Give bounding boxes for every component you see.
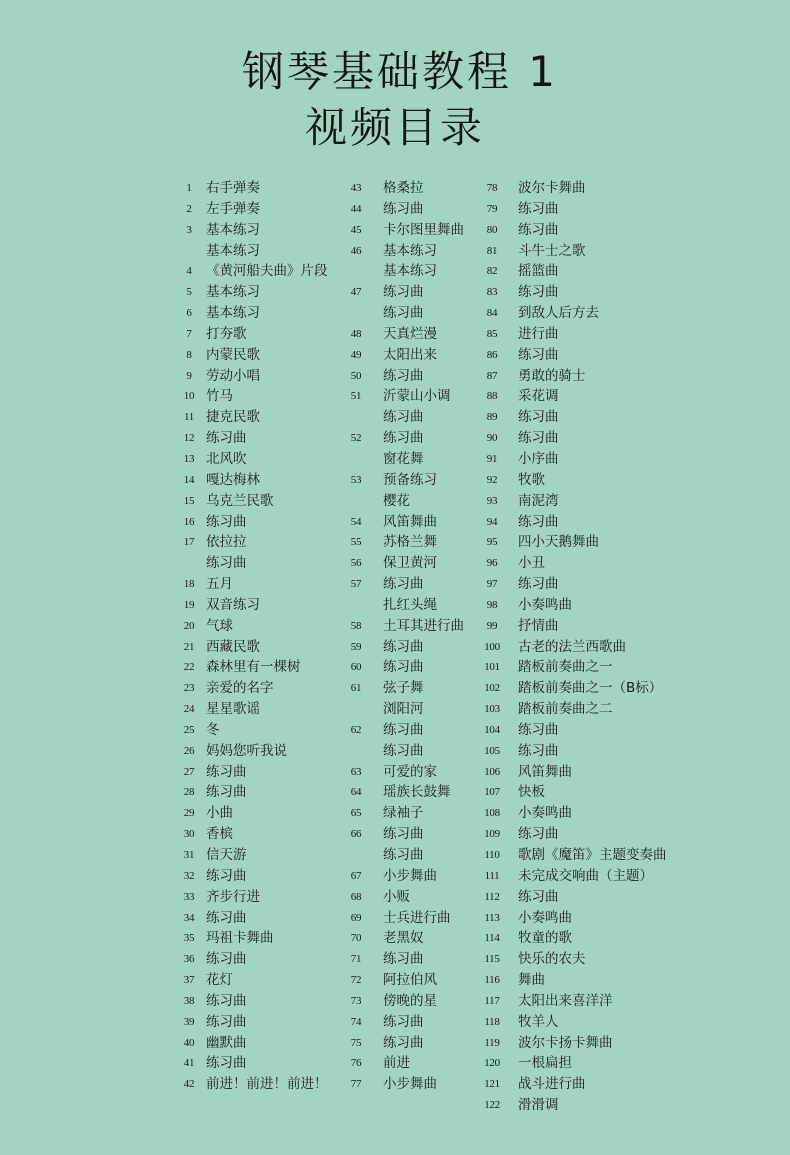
track-title: 练习曲 [518,826,559,843]
track-number: 36 [183,953,195,966]
track-title: 练习曲 [518,513,559,530]
track-title: 练习曲 [518,200,559,217]
track-number: 35 [183,932,195,945]
track-title: 基本练习 [383,263,437,280]
track-number: 105 [484,744,500,757]
track-title: 绿袖子 [383,805,424,822]
track-title: 练习曲 [383,1013,424,1030]
track-number: 101 [484,661,500,674]
track-title: 练习曲 [518,742,559,759]
track-number: 34 [183,911,195,924]
track-number: 2 [186,202,192,215]
track-title: 练习曲 [383,742,424,759]
track-title: 小贩 [383,888,410,905]
track-number: 11 [184,411,194,424]
track-title: 土耳其进行曲 [383,617,464,634]
track-number: 121 [484,1078,500,1091]
track-title: 一根扁担 [518,1055,572,1072]
track-number: 31 [183,849,195,861]
track-number: 42 [183,1078,195,1091]
track-title: 战斗进行曲 [518,1076,586,1093]
track-title: 妈妈您听我说 [206,742,287,759]
track-title: 扎红头绳 [383,596,437,613]
track-title: 香槟 [206,826,233,843]
track-number: 65 [350,807,362,820]
track-title: 小奏鸣曲 [518,909,572,926]
track-number: 60 [350,661,362,674]
track-number: 70 [350,932,362,945]
track-title: 练习曲 [383,847,424,863]
track-title: 练习曲 [383,721,424,738]
track-number: 99 [486,619,498,632]
track-number: 114 [484,932,500,945]
track-title: 竹马 [206,388,233,405]
track-title: 练习曲 [383,200,424,217]
track-number: 94 [486,515,498,528]
track-title: 进行曲 [518,325,559,342]
track-title: 五月 [206,576,233,593]
track-number: 87 [486,369,498,382]
track-title: 天真烂漫 [383,325,437,342]
track-title: 快板 [518,784,545,801]
track-title: 古老的法兰西歌曲 [518,638,626,655]
track-number: 108 [484,807,500,820]
track-title: 樱花 [383,492,410,509]
track-title: 练习曲 [518,346,559,363]
track-title: 小步舞曲 [383,867,437,884]
track-title: 摇篮曲 [518,263,559,280]
track-title: 练习曲 [383,576,424,593]
track-title: 舞曲 [518,972,545,989]
track-number: 22 [183,661,195,674]
track-title: 卡尔图里舞曲 [383,221,464,238]
track-title: 乌克兰民歌 [206,492,274,509]
track-number: 50 [350,369,362,382]
track-title: 劳动小唱 [206,367,260,384]
track-title: 练习曲 [383,409,424,426]
track-number: 5 [186,286,192,299]
track-title: 左手弹奏 [206,200,260,217]
track-title: 《黄河船夫曲》片段 [206,263,328,280]
track-number: 110 [484,849,500,861]
track-number: 18 [183,578,195,591]
track-title: 练习曲 [206,992,247,1009]
track-number: 111 [484,869,500,882]
track-number: 82 [486,265,498,278]
track-number: 112 [484,890,500,903]
track-title: 练习曲 [206,1013,247,1030]
track-number: 106 [484,765,500,778]
track-number: 6 [186,307,192,320]
track-number: 93 [486,494,498,507]
track-number: 85 [486,327,498,340]
track-title: 练习曲 [518,888,559,905]
track-number: 97 [486,578,498,591]
track-title: 星星歌谣 [206,701,260,718]
track-title: 练习曲 [383,367,424,384]
track-title: 练习曲 [206,555,247,572]
track-title: 未完成交响曲（主题） [518,867,653,884]
track-number: 72 [350,974,362,987]
track-title: 西藏民歌 [206,638,260,655]
track-title: 练习曲 [383,659,424,676]
track-title: 可爱的家 [383,763,437,780]
track-number: 16 [183,515,195,528]
track-title: 前进 [383,1055,410,1072]
track-title: 打夯歌 [206,325,247,342]
track-number: 41 [183,1057,195,1070]
track-number: 55 [350,536,362,549]
track-number: 120 [484,1057,500,1070]
track-number: 68 [350,890,362,903]
track-title: 练习曲 [206,1055,247,1072]
track-number: 66 [350,828,362,841]
track-title: 踏板前奏曲之一（B标） [518,680,663,697]
track-title: 齐步行进 [206,888,260,905]
track-title: 小序曲 [518,450,559,467]
track-title: 练习曲 [383,284,424,301]
track-title: 风笛舞曲 [383,513,437,530]
track-title: 练习曲 [206,763,247,780]
track-number: 47 [350,286,362,299]
track-title: 基本练习 [206,221,260,238]
track-title: 依拉拉 [206,534,247,551]
track-number: 103 [484,703,500,716]
track-title: 冬 [206,721,220,738]
track-title: 花灯 [206,972,233,989]
track-number: 49 [350,348,362,361]
track-title: 小奏鸣曲 [518,805,572,822]
track-title: 斗牛士之歌 [518,242,586,259]
track-number: 109 [484,828,500,841]
track-title: 抒情曲 [518,617,559,634]
track-number: 88 [486,390,498,403]
track-title: 小步舞曲 [383,1076,437,1093]
track-title: 信天游 [206,847,247,863]
track-title: 窗花舞 [383,450,424,467]
track-title: 练习曲 [383,430,424,447]
track-number: 53 [350,473,362,486]
track-number: 19 [183,598,195,611]
track-title: 幽默曲 [206,1034,247,1051]
track-number: 107 [484,786,500,799]
track-number: 61 [350,682,362,695]
track-number: 45 [350,223,362,236]
track-number: 1 [186,182,192,194]
track-number: 51 [350,390,362,403]
track-title: 练习曲 [206,513,247,530]
track-number: 28 [183,786,195,799]
track-title: 歌剧《魔笛》主题变奏曲 [518,847,667,863]
track-number: 3 [186,223,192,236]
track-title: 太阳出来 [383,346,437,363]
track-title: 到敌人后方去 [518,305,599,322]
track-number: 89 [486,411,498,424]
track-number: 32 [183,869,195,882]
track-number: 13 [183,452,195,465]
track-number: 21 [183,640,195,653]
track-title: 小丑 [518,555,545,572]
track-number: 7 [186,327,192,340]
track-number: 10 [183,390,195,403]
track-title: 四小天鹅舞曲 [518,534,599,551]
track-title: 练习曲 [518,430,559,447]
track-title: 内蒙民歌 [206,346,260,363]
track-number: 90 [486,432,498,445]
track-title: 练习曲 [518,221,559,238]
page-title [0,44,790,156]
track-title: 苏格兰舞 [383,534,437,551]
track-title: 练习曲 [383,826,424,843]
track-number: 17 [183,536,195,549]
track-title: 保卫黄河 [383,555,437,572]
track-number: 23 [183,682,195,695]
track-number: 52 [350,432,362,445]
track-number: 73 [350,994,362,1007]
track-title: 亲爱的名字 [206,680,274,697]
track-number: 26 [183,744,195,757]
track-number: 56 [350,557,362,570]
track-title: 浏阳河 [383,701,424,718]
track-number: 46 [350,244,362,257]
track-title: 练习曲 [206,430,247,447]
track-number: 15 [183,494,195,507]
track-title: 北风吹 [206,450,247,467]
track-number: 102 [484,682,500,695]
track-title: 基本练习 [383,242,437,259]
track-title: 傍晚的星 [383,992,437,1009]
track-title: 波尔卡扬卡舞曲 [518,1034,613,1051]
track-number: 115 [484,953,500,966]
track-number: 48 [350,327,362,340]
track-title: 练习曲 [383,951,424,968]
track-number: 119 [484,1036,500,1049]
track-title: 南泥湾 [518,492,559,509]
track-number: 27 [183,765,195,778]
track-number: 100 [484,640,500,653]
track-title: 练习曲 [206,867,247,884]
track-title: 风笛舞曲 [518,763,572,780]
track-title: 嘎达梅林 [206,471,260,488]
track-number: 113 [484,911,500,924]
track-number: 38 [183,994,195,1007]
track-number: 69 [350,911,362,924]
track-title: 滑滑调 [518,1097,559,1114]
track-number: 71 [350,953,362,966]
track-title: 沂蒙山小调 [383,388,451,405]
track-number: 54 [350,515,362,528]
track-number: 116 [484,974,500,987]
track-title: 牧童的歌 [518,930,572,947]
track-title: 瑶族长鼓舞 [383,784,451,801]
track-title: 练习曲 [518,576,559,593]
track-number: 9 [186,369,192,382]
track-title: 波尔卡舞曲 [518,180,586,196]
track-title: 牧羊人 [518,1013,559,1030]
track-number: 67 [350,869,362,882]
track-number: 29 [183,807,195,820]
track-number: 122 [484,1099,500,1112]
title-line-2: 视频目录 [304,103,485,152]
track-title: 双音练习 [206,596,260,613]
track-number: 117 [484,994,500,1007]
track-title: 前进！前进！前进！ [206,1076,328,1093]
track-number: 12 [183,432,195,445]
track-title: 士兵进行曲 [383,909,451,926]
track-title: 捷克民歌 [206,409,260,426]
track-title: 练习曲 [518,721,559,738]
track-number: 86 [486,348,498,361]
track-title: 太阳出来喜洋洋 [518,992,613,1009]
track-title: 玛祖卡舞曲 [206,930,274,947]
track-title: 气球 [206,617,233,634]
track-number: 104 [484,723,500,736]
track-number: 59 [350,640,362,653]
track-number: 74 [350,1015,362,1028]
track-number: 4 [186,265,192,278]
track-number: 98 [486,598,498,611]
track-number: 44 [350,202,362,215]
track-title: 踏板前奏曲之二 [518,701,613,718]
track-number: 92 [486,473,498,486]
track-title: 练习曲 [206,909,247,926]
track-title: 老黑奴 [383,930,424,947]
track-title: 踏板前奏曲之一 [518,659,613,676]
track-title: 小曲 [206,805,233,822]
track-number: 84 [486,307,498,320]
track-number: 62 [350,723,362,736]
track-title: 预备练习 [383,471,437,488]
track-number: 64 [350,786,362,799]
track-number: 20 [183,619,195,632]
track-title: 练习曲 [518,284,559,301]
track-title: 练习曲 [206,951,247,968]
track-number: 63 [350,765,362,778]
track-number: 40 [183,1036,195,1049]
track-title: 右手弹奏 [206,180,260,196]
track-number: 76 [350,1057,362,1070]
track-number: 96 [486,557,498,570]
track-title: 练习曲 [383,1034,424,1051]
track-number: 14 [183,473,195,486]
track-number: 37 [183,974,195,987]
track-title: 基本练习 [206,284,260,301]
track-number: 8 [186,348,192,361]
track-title: 快乐的农夫 [518,951,586,968]
track-number: 30 [183,828,195,841]
title-line-1: 钢琴基础教程 1 [241,47,559,96]
track-number: 91 [486,452,498,465]
track-number: 25 [183,723,195,736]
track-number: 118 [484,1015,500,1028]
track-title: 森林里有一棵树 [206,659,301,676]
track-title: 练习曲 [383,305,424,322]
track-number: 79 [486,202,498,215]
track-number: 39 [183,1015,195,1028]
track-number: 43 [350,182,362,194]
track-number: 24 [183,703,195,716]
track-title: 练习曲 [383,638,424,655]
track-title: 基本练习 [206,242,260,259]
track-title: 练习曲 [518,409,559,426]
track-title: 基本练习 [206,305,260,322]
track-number: 78 [486,182,498,194]
track-title: 小奏鸣曲 [518,596,572,613]
track-title: 勇敢的骑士 [518,367,586,384]
track-number: 58 [350,619,362,632]
track-title: 采花调 [518,388,559,405]
track-title: 弦子舞 [383,680,424,697]
track-number: 81 [486,244,498,257]
track-number: 57 [350,578,362,591]
track-title: 牧歌 [518,471,545,488]
track-number: 77 [350,1078,362,1091]
track-number: 83 [486,286,498,299]
track-number: 75 [350,1036,362,1049]
track-number: 95 [486,536,498,549]
track-title: 阿拉伯风 [383,972,437,989]
track-title: 格桑拉 [383,180,424,196]
track-title: 练习曲 [206,784,247,801]
track-number: 33 [183,890,195,903]
track-number: 80 [486,223,498,236]
